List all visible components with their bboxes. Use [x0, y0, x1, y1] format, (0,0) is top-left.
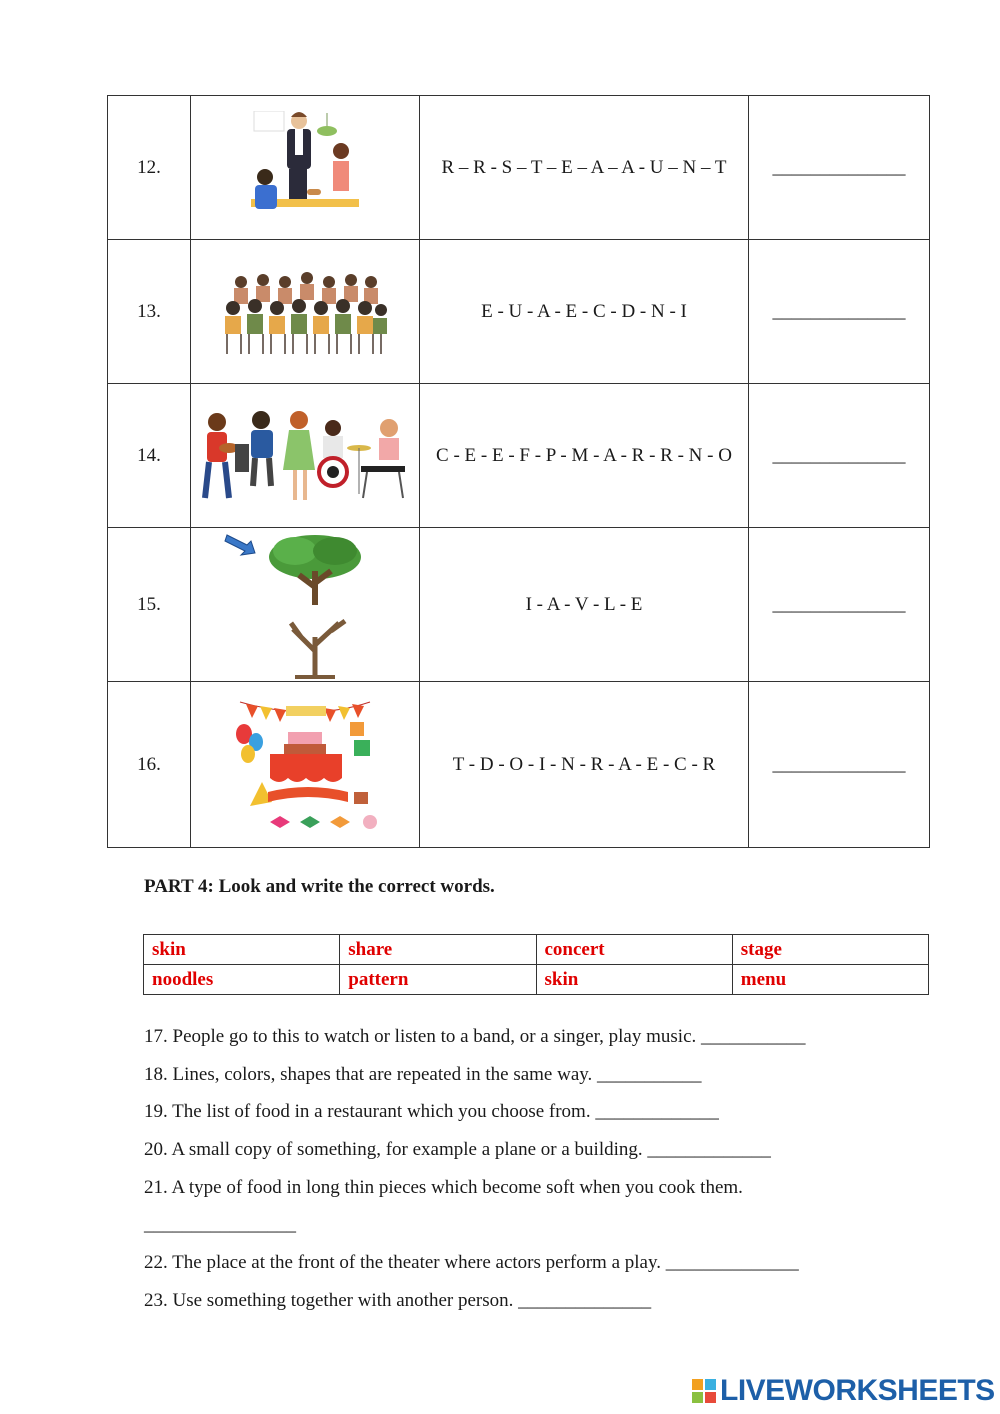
word-puzzle-table: [107, 95, 930, 848]
word-bank-row: [144, 935, 929, 965]
birthday-image: [191, 682, 420, 848]
row-number: 15.: [108, 528, 191, 682]
answer-blank[interactable]: ______________: [749, 528, 930, 682]
answer-blank[interactable]: ______________: [749, 682, 930, 848]
performance-image: [191, 384, 420, 528]
table-row: [108, 528, 930, 682]
row-number: 14.: [108, 384, 191, 528]
table-row: [108, 384, 930, 528]
logo-grid-icon: [692, 1379, 716, 1403]
restaurant-image: [191, 96, 420, 240]
scrambled-letters: E - U - A - E - C - D - N - I: [420, 240, 749, 384]
liveworksheets-logo: [692, 1374, 995, 1408]
word-bank-cell: noodles: [144, 965, 340, 995]
scrambled-letters: C - E - E - F - P - M - A - R - R - N - O: [420, 384, 749, 528]
word-bank-cell: share: [340, 935, 536, 965]
word-bank-cell: concert: [536, 935, 732, 965]
scrambled-letters: I - A - V - L - E: [420, 528, 749, 682]
row-number: 13.: [108, 240, 191, 384]
scrambled-letters: R – R - S – T – E – A – A - U – N – T: [420, 96, 749, 240]
question-20[interactable]: 20. A small copy of something, for example a plane or a building. _____________: [144, 1139, 771, 1160]
word-bank: [143, 934, 929, 995]
question-21: 21. A type of food in long thin pieces which become soft when you cook them.: [144, 1177, 743, 1198]
word-bank-cell: stage: [732, 935, 928, 965]
answer-blank[interactable]: ______________: [749, 240, 930, 384]
trees-image: [191, 528, 420, 682]
audience-image: [191, 240, 420, 384]
word-bank-cell: menu: [732, 965, 928, 995]
row-number: 12.: [108, 96, 191, 240]
question-17[interactable]: 17. People go to this to watch or listen to a band, or a singer, play music. ___________: [144, 1026, 806, 1047]
table-row: [108, 96, 930, 240]
answer-blank[interactable]: ______________: [749, 96, 930, 240]
question-21-answer-blank[interactable]: ________________: [144, 1214, 296, 1235]
row-number: 16.: [108, 682, 191, 848]
table-row: [108, 682, 930, 848]
word-bank-cell: pattern: [340, 965, 536, 995]
question-19[interactable]: 19. The list of food in a restaurant which you choose from. _____________: [144, 1101, 719, 1122]
table-row: [108, 240, 930, 384]
scrambled-letters: T - D - O - I - N - R - A - E - C - R: [420, 682, 749, 848]
question-23[interactable]: 23. Use something together with another person. ______________: [144, 1290, 652, 1311]
part4-heading: PART 4: Look and write the correct words.: [144, 876, 495, 897]
word-bank-cell: skin: [144, 935, 340, 965]
logo-text: LIVEWORKSHEETS: [720, 1374, 995, 1407]
answer-blank[interactable]: ______________: [749, 384, 930, 528]
word-bank-row: [144, 965, 929, 995]
word-bank-cell: skin: [536, 965, 732, 995]
question-22[interactable]: 22. The place at the front of the theater where actors perform a play. ______________: [144, 1252, 799, 1273]
question-18[interactable]: 18. Lines, colors, shapes that are repeated in the same way. ___________: [144, 1064, 702, 1085]
